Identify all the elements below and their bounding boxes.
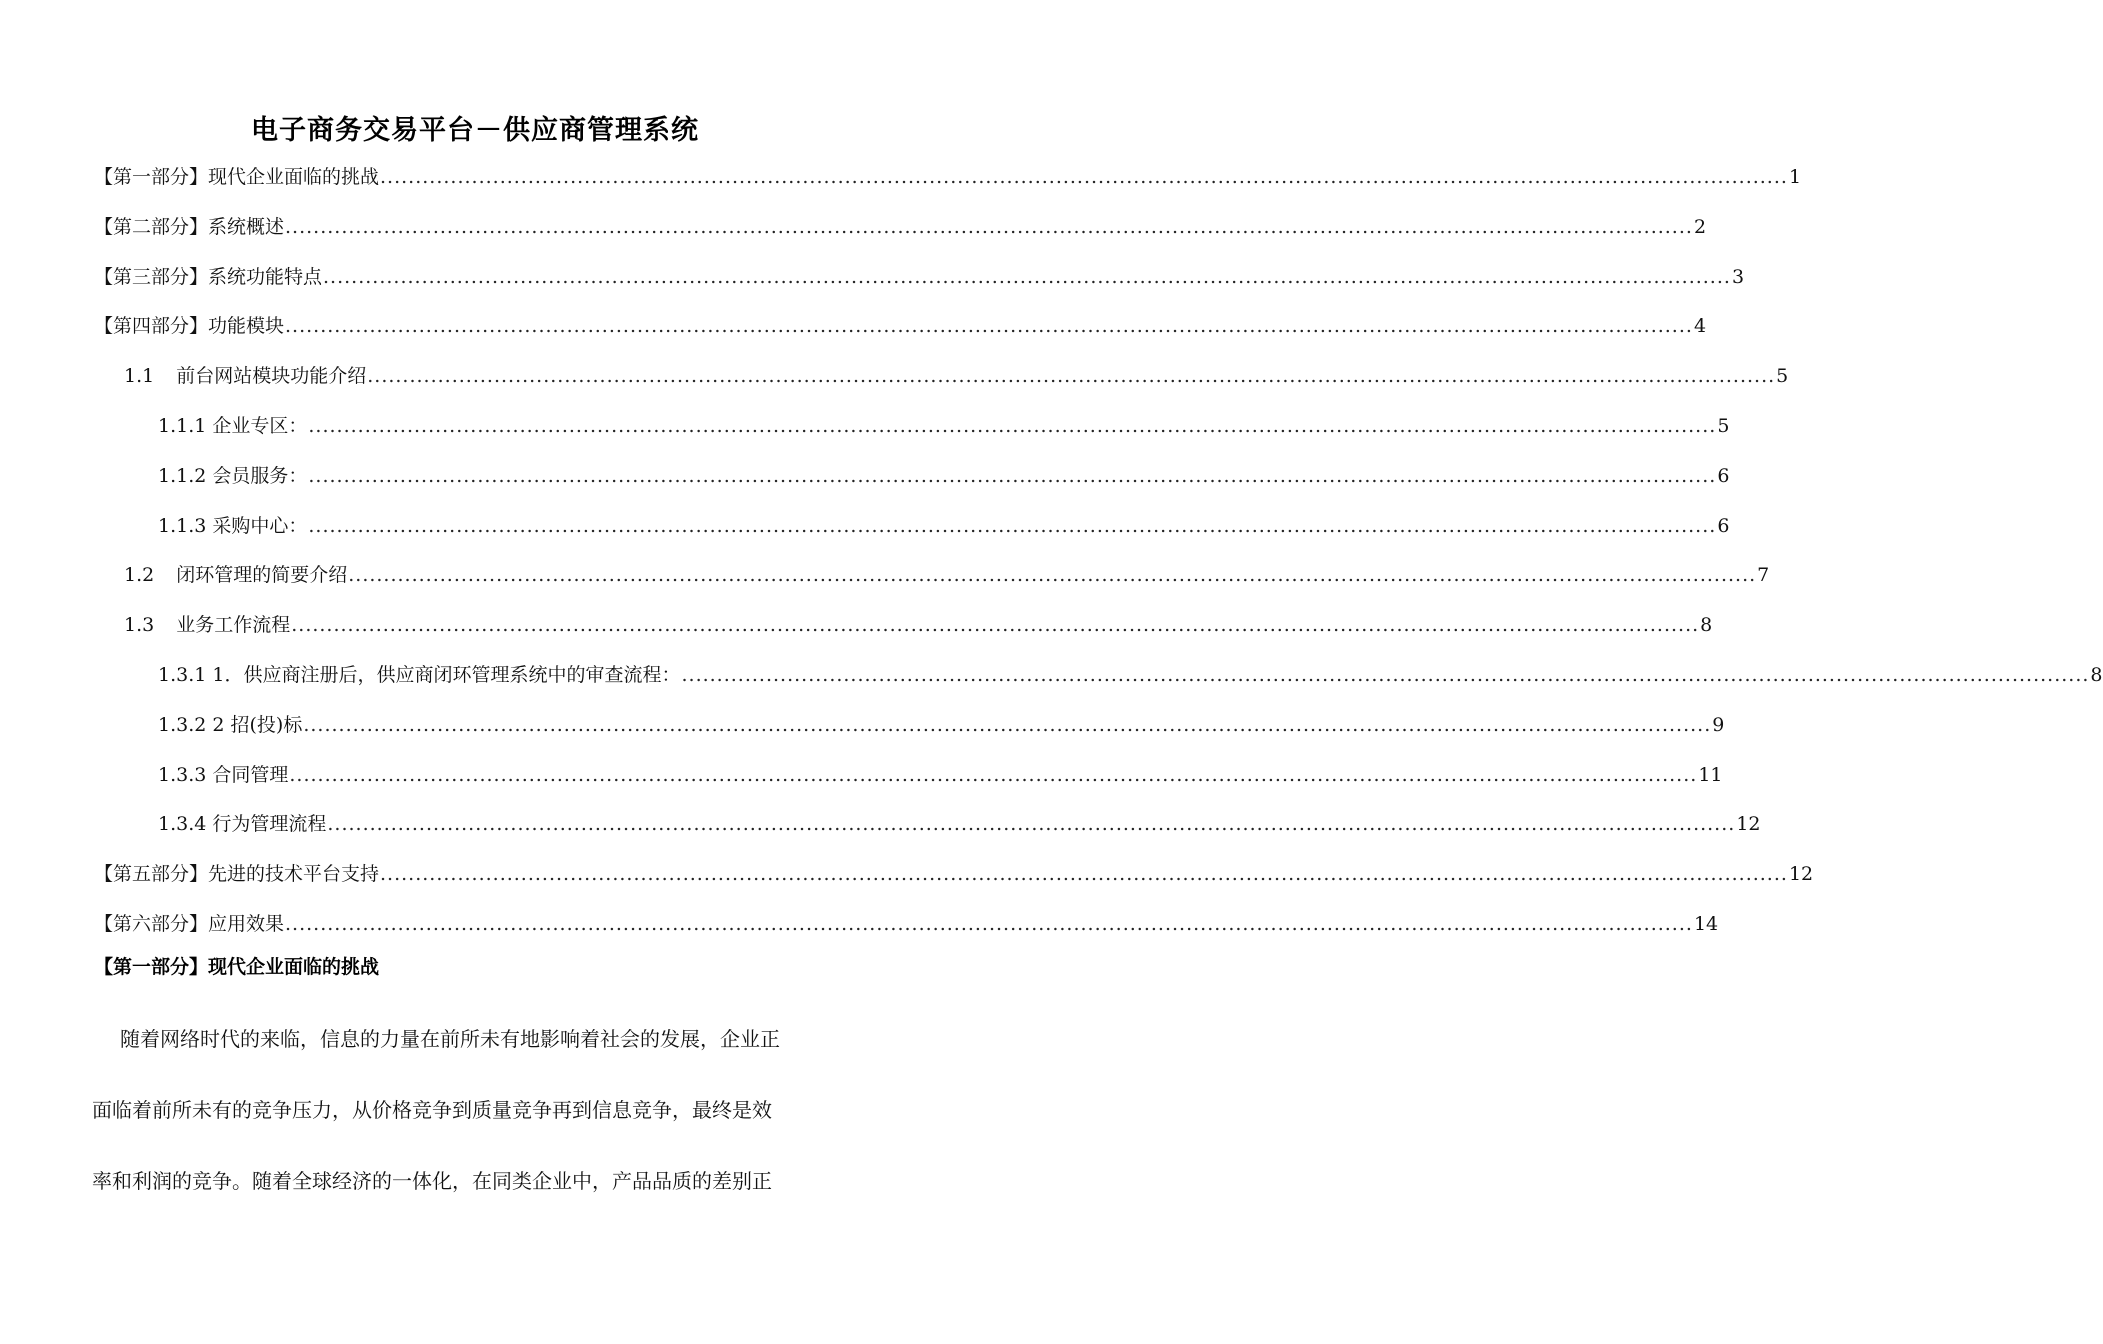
toc-page-number: 1 (1788, 166, 1802, 188)
body-text-line: 随着网络时代的来临，信息的力量在前所未有地影响着社会的发展，企业正 (120, 1027, 780, 1051)
toc-entry[interactable] (124, 558, 1770, 592)
toc-entry-label (124, 359, 366, 393)
toc-entry-text: 前台网站模块功能介绍 (176, 365, 367, 388)
toc-entry-label (124, 558, 347, 592)
toc-page-number: 3 (1731, 265, 1745, 288)
toc-entry-number: 1.2 (124, 564, 155, 587)
toc-entry-text: 【第六部分】应用效果 (94, 913, 285, 935)
toc-entry-text: 1.1.3 采购中心： (158, 514, 308, 537)
toc-page-number: 12 (1736, 813, 1761, 836)
toc-entry[interactable] (158, 509, 1730, 543)
toc-entry-label (94, 309, 284, 343)
toc-page-number: 14 (1693, 913, 1719, 935)
toc-page-number: 9 (1712, 713, 1725, 736)
toc-entry-text: 【第五部分】先进的技术平台支持 (94, 863, 380, 886)
toc-entry[interactable] (158, 658, 2103, 692)
toc-dot-leader: ........................................................................................................................................................................................................ (308, 415, 1717, 437)
toc-entry[interactable] (94, 309, 1707, 343)
toc-entry[interactable] (94, 160, 1802, 194)
toc-entry-text: 业务工作流程 (176, 614, 291, 637)
toc-entry[interactable] (124, 608, 1713, 642)
toc-dot-leader: ........................................................................................................................................................................................................ (380, 863, 1788, 886)
toc-entry-label (94, 907, 284, 941)
toc-entry-label (158, 459, 307, 493)
toc-dot-leader: ........................................................................................................................................................................................................ (308, 464, 1717, 487)
toc-page-number: 11 (1698, 763, 1723, 786)
toc-dot-leader: ........................................................................................................................................................................................................ (291, 614, 1700, 637)
toc-dot-leader: ........................................................................................................................................................................................................ (323, 265, 1731, 288)
toc-entry[interactable] (158, 807, 1761, 841)
toc-page-number: 4 (1693, 315, 1707, 338)
toc-entry-label (94, 160, 379, 194)
toc-dot-leader: ........................................................................................................................................................................................................ (348, 564, 1757, 587)
toc-dot-leader: ........................................................................................................................................................................................................ (681, 664, 2090, 686)
body-text-line: 率和利润的竞争。随着全球经济的一体化，在同类企业中，产品品质的差别正 (92, 1169, 772, 1193)
toc-entry[interactable] (158, 409, 1730, 443)
toc-entry[interactable] (94, 857, 1814, 891)
toc-dot-leader: ........................................................................................................................................................................................................ (367, 365, 1776, 388)
toc-entry-text: 1.3.2 2 招(投)标 (158, 713, 303, 736)
toc-entry-label (124, 608, 290, 642)
toc-page-number: 8 (2090, 664, 2103, 686)
toc-dot-leader: ........................................................................................................................................................................................................ (285, 913, 1693, 935)
toc-page-number: 5 (1717, 415, 1730, 437)
body-paragraph (92, 1004, 860, 1217)
toc-entry-text: 【第二部分】系统概述 (94, 215, 285, 238)
toc-page-number: 5 (1776, 365, 1789, 388)
toc-entry-number: 1.3 (124, 614, 155, 637)
toc-page-number: 2 (1693, 215, 1707, 238)
toc-entry-label (158, 758, 288, 792)
toc-dot-leader: ........................................................................................................................................................................................................ (327, 813, 1736, 836)
toc-entry-text: 【第四部分】功能模块 (94, 315, 285, 338)
toc-entry-label (94, 210, 284, 244)
toc-entry-label (94, 260, 322, 294)
toc-entry-text: 【第一部分】现代企业面临的挑战 (94, 166, 380, 188)
toc-dot-leader: ........................................................................................................................................................................................................ (303, 713, 1712, 736)
toc-page-number: 8 (1700, 614, 1713, 637)
toc-page-number: 12 (1788, 863, 1814, 886)
toc-entry[interactable] (158, 708, 1725, 742)
toc-dot-leader: ........................................................................................................................................................................................................ (289, 763, 1698, 786)
toc-entry[interactable] (94, 210, 1707, 244)
toc-entry-label (158, 658, 680, 692)
toc-entry-text: 1.3.4 行为管理流程 (158, 813, 327, 836)
toc-entry-label (158, 708, 302, 742)
toc-page-number: 6 (1717, 464, 1730, 487)
toc-entry-label (158, 807, 326, 841)
section-heading: 【第一部分】现代企业面临的挑战 (94, 956, 380, 978)
toc-entry[interactable] (158, 758, 1723, 792)
toc-entry[interactable] (124, 359, 1789, 393)
toc-entry-text: 1.1.1 企业专区： (158, 415, 308, 437)
toc-entry-text: 1.3.3 合同管理 (158, 763, 289, 786)
toc-entry-text: 1.1.2 会员服务： (158, 464, 308, 487)
body-text-line: 面临着前所未有的竞争压力，从价格竞争到质量竞争再到信息竞争，最终是效 (92, 1098, 772, 1122)
toc-entry-label (94, 857, 379, 891)
toc-entry[interactable] (158, 459, 1730, 493)
document-title: 电子商务交易平台－供应商管理系统 (251, 115, 699, 146)
toc-entry-text: 1.3.1 1．供应商注册后，供应商闭环管理系统中的审查流程： (158, 664, 681, 686)
toc-dot-leader: ........................................................................................................................................................................................................ (308, 514, 1717, 537)
toc-page-number: 7 (1757, 564, 1770, 587)
toc-dot-leader: ........................................................................................................................................................................................................ (285, 315, 1693, 338)
toc-entry[interactable] (94, 260, 1745, 294)
toc-entry-text: 【第三部分】系统功能特点 (94, 265, 323, 288)
toc-entry-label (158, 409, 307, 443)
toc-entry-number: 1.1 (124, 365, 155, 388)
toc-entry-label (158, 509, 307, 543)
toc-dot-leader: ........................................................................................................................................................................................................ (380, 166, 1788, 188)
toc-dot-leader: ........................................................................................................................................................................................................ (285, 215, 1693, 238)
toc-page-number: 6 (1717, 514, 1730, 537)
toc-entry[interactable] (94, 907, 1719, 941)
toc-entry-text: 闭环管理的简要介绍 (176, 564, 348, 587)
